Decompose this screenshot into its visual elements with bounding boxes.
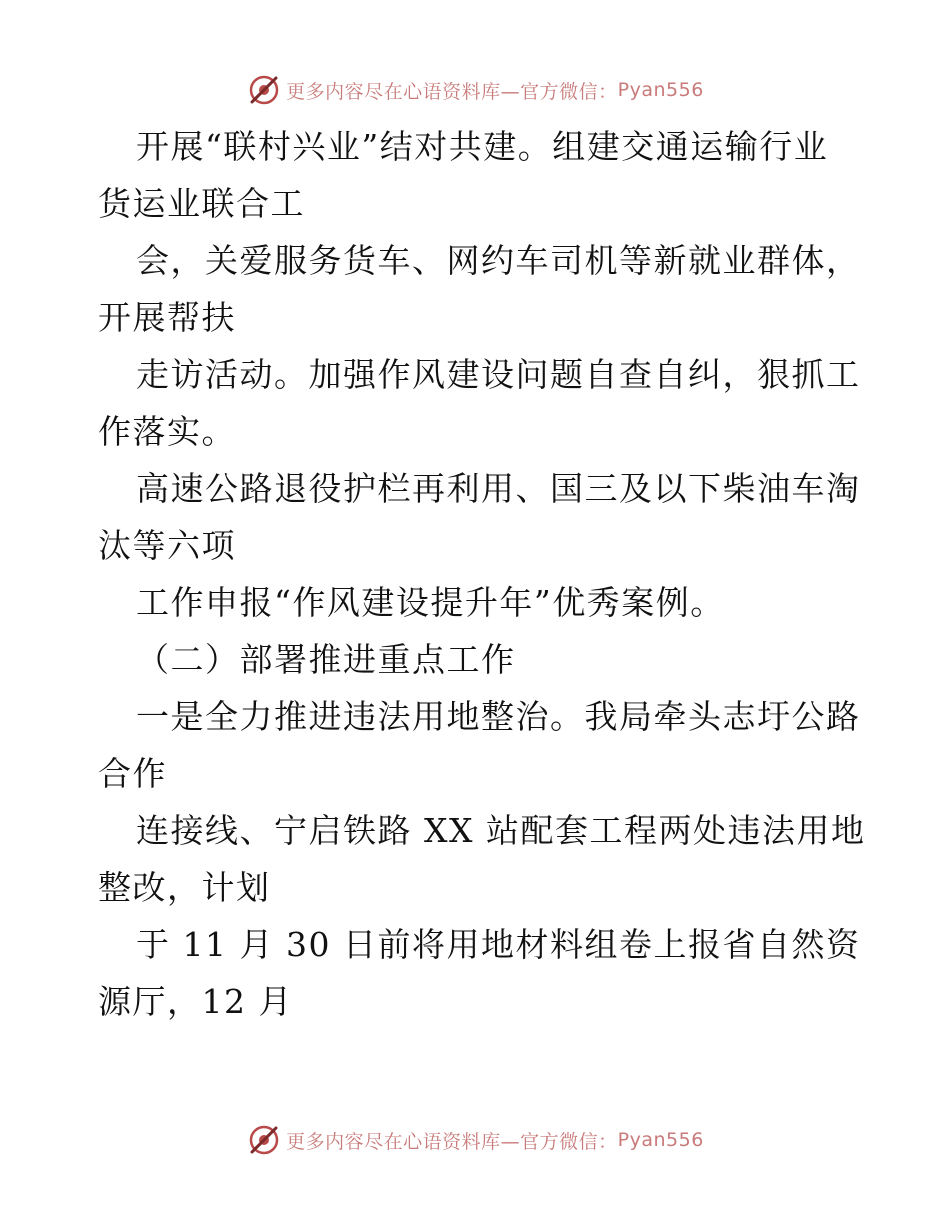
text-line: 会，关爱服务货车、网约车司机等新就业群体，	[136, 241, 861, 280]
text-line: 工作申报“作风建设提升年”优秀案例。	[136, 583, 725, 622]
text-line: 于 11 月 30 日前将用地材料组卷上报省自然资	[136, 925, 861, 964]
document-body	[98, 118, 866, 1030]
text-line: 货运业联合工	[98, 184, 305, 223]
text-line: 一是全力推进违法用地整治。我局牵头志圩公路	[136, 697, 861, 736]
text-line: 汰等六项	[98, 526, 236, 565]
text-line: 开展帮扶	[98, 298, 236, 337]
text-line: 开展“联村兴业”结对共建。组建交通运输行业	[136, 127, 829, 166]
header-watermark	[0, 70, 950, 110]
watermark-text: 更多内容尽在心语资料库—官方微信：	[286, 80, 618, 103]
text-line: 源厅，12 月	[98, 982, 293, 1021]
watermark-id: Pyan556	[617, 1129, 704, 1151]
text-line: 合作	[98, 754, 167, 793]
logo-icon	[246, 1122, 282, 1158]
logo-icon	[246, 72, 282, 108]
text-line: 走访活动。加强作风建设问题自查自纠，狠抓工	[136, 355, 861, 394]
text-line: 作落实。	[98, 412, 236, 451]
text-line: 高速公路退役护栏再利用、国三及以下柴油车淘	[136, 469, 861, 508]
watermark-text: 更多内容尽在心语资料库—官方微信：	[286, 1130, 618, 1153]
text-line: 连接线、宁启铁路 XX 站配套工程两处违法用地	[136, 811, 866, 850]
watermark-id: Pyan556	[617, 79, 704, 101]
footer-watermark	[0, 1120, 950, 1160]
section-heading: （二）部署推进重点工作	[136, 640, 516, 679]
text-line: 整改，计划	[98, 868, 271, 907]
